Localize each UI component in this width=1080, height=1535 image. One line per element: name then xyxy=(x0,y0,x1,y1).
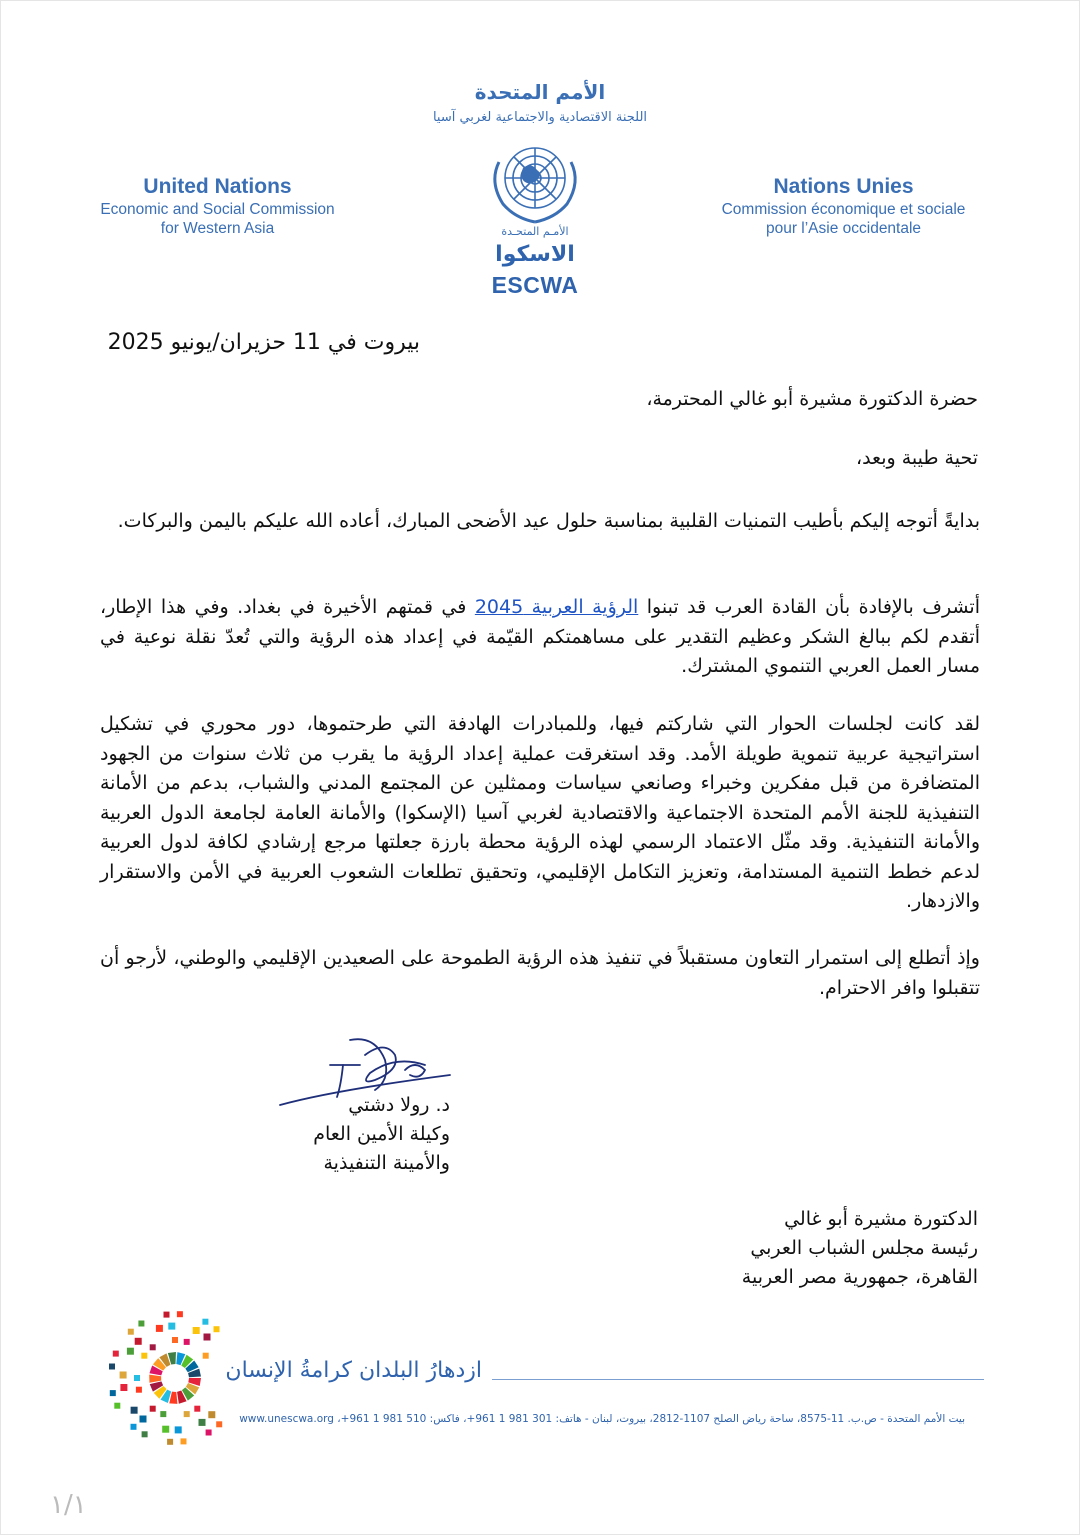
letterhead-ar-escwa: اللجنة الاقتصادية والاجتماعية لغربي آسيا xyxy=(432,110,648,125)
sdg-square xyxy=(127,1348,134,1355)
paragraph-1: بدايةً أتوجه إليكم بأطيب التمنيات القلبية بمناسبة حلول عيد الأضحى المبارك، أعاده الله عليكم باليمن والبركات. xyxy=(117,510,980,532)
letterhead-fr xyxy=(706,174,981,238)
sdg-square xyxy=(134,1375,140,1381)
sdg-square xyxy=(109,1364,115,1370)
footer-divider xyxy=(492,1379,984,1380)
sdg-square xyxy=(113,1351,119,1357)
sdg-square xyxy=(162,1426,169,1433)
sdg-square xyxy=(184,1411,190,1417)
sdg-square xyxy=(168,1323,175,1330)
sdg-square xyxy=(175,1426,182,1433)
recipient-title: رئيسة مجلس الشباب العربي xyxy=(750,1237,978,1259)
sdg-square xyxy=(120,1384,127,1391)
sdg-square xyxy=(142,1431,148,1437)
letterhead-ar-un: الأمم المتحدة xyxy=(474,80,606,104)
sdg-square xyxy=(184,1339,190,1345)
recipient-location: القاهرة، جمهورية مصر العربية xyxy=(741,1266,978,1288)
sdg-square xyxy=(120,1372,127,1379)
sdg-square xyxy=(131,1424,137,1430)
signer-title-2: والأمينة التنفيذية xyxy=(323,1152,450,1174)
sdg-square xyxy=(128,1329,134,1335)
sdg-square xyxy=(172,1337,178,1343)
sdg-square xyxy=(194,1406,200,1412)
sdg-square xyxy=(181,1438,187,1444)
sdg-square xyxy=(140,1416,147,1423)
sdg-square xyxy=(110,1390,116,1396)
sdg-square xyxy=(141,1353,147,1359)
recipient-block xyxy=(618,1205,978,1292)
sdg-square xyxy=(114,1403,120,1409)
sdg-square xyxy=(199,1419,206,1426)
page-number: ١/١ xyxy=(50,1490,87,1520)
logo-ar-un: الأمـم المتحـدة xyxy=(501,225,569,238)
sdg-square xyxy=(156,1325,163,1332)
paragraph-3: لقد كانت لجلسات الحوار التي شاركتم فيها، وللمبادرات الهادفة التي طرحتموها، دور محوري في تشكيل استراتيجية عربية تنموية طويلة الأمد. وقد استغرقت عملية إعداد الرؤية ما يقرب من ثلاث سنوات من الجهود المتضافرة من قبل مفكرين وخبراء وصانعي سياسات وممثلين عن المجتمع المدني والشباب، بدعم من الأمانة التنفيذية للجنة الأمم المتحدة الاجتماعية والاقتصادية لغربي آسيا (الإسكوا) والأمانة العامة لجامعة الدول العربية والأمانة التنفيذية. وقد مثّل الاعتماد الرسمي لهذه الرؤية محطة بارزة جعلتها مرجع إرشادي لكافة لدول العربية لدعم خطط التنمية المستدامة، وتعزيز التكامل الإقليمي، وتحقيق تطلعات الشعوب العربية في الأمن والاستقرار والازدهار. xyxy=(100,713,980,912)
logo-ar-escwa: الاسكوا xyxy=(495,242,575,267)
sdg-square xyxy=(136,1387,142,1393)
sdg-square xyxy=(193,1327,200,1334)
en-org-sub-2: for Western Asia xyxy=(160,220,275,237)
fr-org-sub-2: pour l’Asie occidentale xyxy=(765,220,922,237)
sdg-square xyxy=(160,1411,166,1417)
sdg-square xyxy=(164,1312,170,1318)
sdg-square xyxy=(208,1411,215,1418)
sdg-square xyxy=(214,1326,220,1332)
footer-address: بيت الأمم المتحدة - ص.ب. 11-8575، ساحة رياض الصلح 1107-2812، بيروت، لبنان - هاتف: 301 981 1 961+، فاكس: 510 981 1 961+، www.unescwa.org xyxy=(239,1413,965,1425)
sdg-segment xyxy=(149,1375,161,1383)
paragraph-2-start: أتشرف بالإفادة بأن القادة العرب قد تبنوا xyxy=(638,596,980,618)
en-org-sub-1: Economic and Social Commission xyxy=(100,201,335,218)
footer-slogan: ازدهارُ البلدان كرامةُ الإنسان xyxy=(225,1358,482,1383)
letterhead-en xyxy=(80,174,355,238)
sdg-square xyxy=(203,1353,209,1359)
signer-title-1: وكيلة الأمين العام xyxy=(313,1123,450,1145)
sdg-square xyxy=(206,1430,212,1436)
sdg-square xyxy=(204,1334,211,1341)
un-emblem-icon xyxy=(485,138,585,228)
sdg-square xyxy=(135,1338,142,1345)
sdg-square xyxy=(216,1421,222,1427)
paragraph-2-end: في قمتهم الأخيرة في بغداد. وفي هذا الإطار، أتقدم لكم ببالغ الشكر وعظيم التقدير على مساهمتكم القيّمة في إعداد هذه الرؤية والتي تُعدّ نقلة نوعية في مسار العمل العربي التنموي المشترك. xyxy=(100,596,980,677)
paragraph-2 xyxy=(100,593,980,682)
sdg-square xyxy=(150,1406,156,1412)
paragraph-4: وإذ أتطلع إلى استمرار التعاون مستقبلاً في تنفيذ هذه الرؤية الطموحة على الصعيدين الإقليمي والوطني، لأرجو أن تتقبلوا وافر الاحترام. xyxy=(100,947,980,999)
letter-date: بيروت في 11 حزيران/يونيو 2025 xyxy=(107,330,420,355)
salutation: حضرة الدكتورة مشيرة أبو غالي المحترمة، xyxy=(646,388,978,410)
en-org-name: United Nations xyxy=(143,175,292,198)
arab-vision-2045-link[interactable]: الرؤية العربية 2045 xyxy=(474,596,639,618)
fr-org-name: Nations Unies xyxy=(773,175,914,198)
sdg-square xyxy=(131,1407,138,1414)
sdg-square xyxy=(177,1311,183,1317)
sdg-square xyxy=(150,1344,156,1350)
logo-escwa: ESCWA xyxy=(491,272,579,298)
recipient-name: الدكتورة مشيرة أبو غالي xyxy=(784,1208,978,1230)
sdg-square xyxy=(167,1439,173,1445)
greeting: تحية طيبة وبعد، xyxy=(855,447,978,469)
signer-block xyxy=(250,1091,450,1178)
fr-org-sub-1: Commission économique et sociale xyxy=(721,201,966,218)
signer-name: د. رولا دشتي xyxy=(348,1094,450,1116)
sdg-square xyxy=(138,1321,144,1327)
sdg-square xyxy=(202,1319,208,1325)
